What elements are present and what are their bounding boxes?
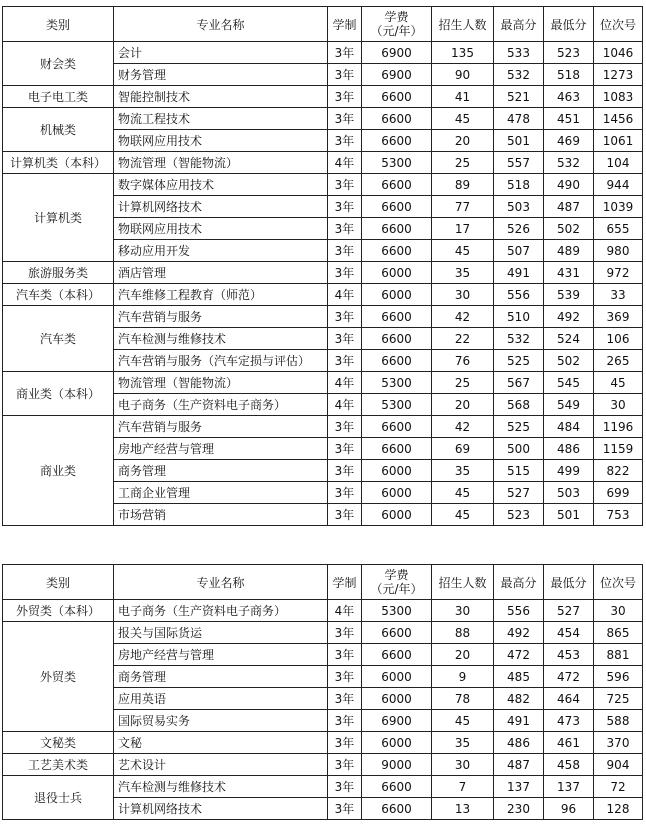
max-score-cell: 521 — [494, 86, 544, 108]
major-cell: 物流管理（智能物流） — [114, 152, 328, 174]
category-cell: 工艺美术类 — [3, 754, 114, 776]
fee-cell: 6000 — [362, 482, 432, 504]
years-cell: 3年 — [328, 732, 362, 754]
min-score-cell: 539 — [544, 284, 594, 306]
header-fee — [362, 565, 432, 600]
enroll-cell: 89 — [432, 174, 494, 196]
header-major: 专业名称 — [114, 7, 328, 42]
enroll-cell: 45 — [432, 710, 494, 732]
major-cell: 文秘 — [114, 732, 328, 754]
fee-cell: 6600 — [362, 196, 432, 218]
header-fee-line1: 学费 — [384, 568, 409, 582]
rank-cell: 1456 — [594, 108, 643, 130]
rank-cell: 1196 — [594, 416, 643, 438]
max-score-cell: 523 — [494, 504, 544, 526]
table-body-2 — [3, 565, 643, 820]
major-cell: 商务管理 — [114, 460, 328, 482]
fee-cell: 5300 — [362, 372, 432, 394]
table-row — [3, 284, 643, 306]
rank-cell: 1039 — [594, 196, 643, 218]
years-cell: 3年 — [328, 460, 362, 482]
max-score-cell: 482 — [494, 688, 544, 710]
category-cell: 退役士兵 — [3, 776, 114, 820]
min-score-cell: 499 — [544, 460, 594, 482]
years-cell: 3年 — [328, 776, 362, 798]
header-min: 最低分 — [544, 7, 594, 42]
rank-cell: 588 — [594, 710, 643, 732]
rank-cell: 1273 — [594, 64, 643, 86]
min-score-cell: 532 — [544, 152, 594, 174]
fee-cell: 6600 — [362, 798, 432, 820]
major-cell: 物流管理（智能物流） — [114, 372, 328, 394]
table-row — [3, 306, 643, 328]
table-row — [3, 732, 643, 754]
years-cell: 4年 — [328, 152, 362, 174]
category-cell: 商业类（本科） — [3, 372, 114, 416]
years-cell: 3年 — [328, 86, 362, 108]
rank-cell: 128 — [594, 798, 643, 820]
max-score-cell: 557 — [494, 152, 544, 174]
header-major: 专业名称 — [114, 565, 328, 600]
rank-cell: 822 — [594, 460, 643, 482]
years-cell: 3年 — [328, 482, 362, 504]
header-years: 学制 — [328, 565, 362, 600]
years-cell: 3年 — [328, 64, 362, 86]
fee-cell: 6600 — [362, 240, 432, 262]
years-cell: 4年 — [328, 394, 362, 416]
table-row — [3, 600, 643, 622]
enroll-cell: 69 — [432, 438, 494, 460]
category-cell: 汽车类（本科） — [3, 284, 114, 306]
header-rank: 位次号 — [594, 7, 643, 42]
fee-cell: 6600 — [362, 218, 432, 240]
min-score-cell: 518 — [544, 64, 594, 86]
major-cell: 国际贸易实务 — [114, 710, 328, 732]
years-cell: 3年 — [328, 306, 362, 328]
enroll-cell: 13 — [432, 798, 494, 820]
table-row — [3, 776, 643, 798]
min-score-cell: 464 — [544, 688, 594, 710]
rank-cell: 972 — [594, 262, 643, 284]
max-score-cell: 556 — [494, 284, 544, 306]
major-cell: 电子商务（生产资料电子商务） — [114, 600, 328, 622]
major-cell: 汽车检测与维修技术 — [114, 328, 328, 350]
years-cell: 3年 — [328, 108, 362, 130]
min-score-cell: 431 — [544, 262, 594, 284]
category-cell: 旅游服务类 — [3, 262, 114, 284]
enroll-cell: 22 — [432, 328, 494, 350]
max-score-cell: 503 — [494, 196, 544, 218]
enroll-cell: 45 — [432, 108, 494, 130]
table-row — [3, 152, 643, 174]
enroll-cell: 17 — [432, 218, 494, 240]
major-cell: 艺术设计 — [114, 754, 328, 776]
years-cell: 3年 — [328, 504, 362, 526]
rank-cell: 370 — [594, 732, 643, 754]
category-cell: 文秘类 — [3, 732, 114, 754]
enroll-cell: 25 — [432, 372, 494, 394]
min-score-cell: 527 — [544, 600, 594, 622]
fee-cell: 6000 — [362, 666, 432, 688]
header-max: 最高分 — [494, 7, 544, 42]
category-cell: 外贸类 — [3, 622, 114, 732]
min-score-cell: 469 — [544, 130, 594, 152]
max-score-cell: 532 — [494, 64, 544, 86]
max-score-cell: 487 — [494, 754, 544, 776]
max-score-cell: 525 — [494, 416, 544, 438]
rank-cell: 1046 — [594, 42, 643, 64]
min-score-cell: 463 — [544, 86, 594, 108]
max-score-cell: 533 — [494, 42, 544, 64]
category-cell: 汽车类 — [3, 306, 114, 372]
header-category: 类别 — [3, 565, 114, 600]
years-cell: 3年 — [328, 328, 362, 350]
max-score-cell: 567 — [494, 372, 544, 394]
fee-cell: 6000 — [362, 284, 432, 306]
fee-cell: 6000 — [362, 262, 432, 284]
max-score-cell: 556 — [494, 600, 544, 622]
category-cell: 电子电工类 — [3, 86, 114, 108]
min-score-cell: 524 — [544, 328, 594, 350]
min-score-cell: 545 — [544, 372, 594, 394]
header-fee-line2: （元/年） — [370, 24, 423, 38]
rank-cell: 865 — [594, 622, 643, 644]
table-body-1 — [3, 7, 643, 526]
enroll-cell: 77 — [432, 196, 494, 218]
enroll-cell: 30 — [432, 284, 494, 306]
min-score-cell: 523 — [544, 42, 594, 64]
years-cell: 3年 — [328, 240, 362, 262]
min-score-cell: 501 — [544, 504, 594, 526]
header-max: 最高分 — [494, 565, 544, 600]
major-cell: 汽车营销与服务 — [114, 306, 328, 328]
enroll-cell: 45 — [432, 240, 494, 262]
fee-cell: 6000 — [362, 732, 432, 754]
years-cell: 3年 — [328, 710, 362, 732]
min-score-cell: 461 — [544, 732, 594, 754]
header-fee-line2: （元/年） — [370, 582, 423, 596]
max-score-cell: 485 — [494, 666, 544, 688]
enroll-cell: 20 — [432, 394, 494, 416]
max-score-cell: 568 — [494, 394, 544, 416]
max-score-cell: 472 — [494, 644, 544, 666]
rank-cell: 369 — [594, 306, 643, 328]
max-score-cell: 478 — [494, 108, 544, 130]
enroll-cell: 35 — [432, 460, 494, 482]
fee-cell: 6600 — [362, 776, 432, 798]
major-cell: 计算机网络技术 — [114, 196, 328, 218]
max-score-cell: 137 — [494, 776, 544, 798]
max-score-cell: 518 — [494, 174, 544, 196]
years-cell: 3年 — [328, 644, 362, 666]
table-row — [3, 42, 643, 64]
enroll-cell: 135 — [432, 42, 494, 64]
enroll-cell: 35 — [432, 732, 494, 754]
enroll-cell: 76 — [432, 350, 494, 372]
major-cell: 电子商务（生产资料电子商务） — [114, 394, 328, 416]
enroll-cell: 90 — [432, 64, 494, 86]
table-row — [3, 262, 643, 284]
category-cell: 财会类 — [3, 42, 114, 86]
years-cell: 4年 — [328, 372, 362, 394]
years-cell: 3年 — [328, 174, 362, 196]
fee-cell: 6900 — [362, 42, 432, 64]
years-cell: 3年 — [328, 622, 362, 644]
rank-cell: 881 — [594, 644, 643, 666]
major-cell: 物流工程技术 — [114, 108, 328, 130]
major-cell: 物联网应用技术 — [114, 218, 328, 240]
major-cell: 会计 — [114, 42, 328, 64]
fee-cell: 5300 — [362, 152, 432, 174]
major-cell: 商务管理 — [114, 666, 328, 688]
min-score-cell: 490 — [544, 174, 594, 196]
min-score-cell: 487 — [544, 196, 594, 218]
years-cell: 3年 — [328, 754, 362, 776]
enroll-cell: 45 — [432, 504, 494, 526]
years-cell: 3年 — [328, 218, 362, 240]
min-score-cell: 96 — [544, 798, 594, 820]
fee-cell: 6600 — [362, 130, 432, 152]
min-score-cell: 503 — [544, 482, 594, 504]
table-row — [3, 754, 643, 776]
min-score-cell: 451 — [544, 108, 594, 130]
max-score-cell: 500 — [494, 438, 544, 460]
min-score-cell: 472 — [544, 666, 594, 688]
admission-table-2 — [2, 564, 643, 820]
header-row — [3, 7, 643, 42]
fee-cell: 6000 — [362, 460, 432, 482]
fee-cell: 6600 — [362, 644, 432, 666]
major-cell: 汽车营销与服务（汽车定损与评估） — [114, 350, 328, 372]
fee-cell: 9000 — [362, 754, 432, 776]
header-category: 类别 — [3, 7, 114, 42]
min-score-cell: 454 — [544, 622, 594, 644]
years-cell: 3年 — [328, 688, 362, 710]
major-cell: 物联网应用技术 — [114, 130, 328, 152]
years-cell: 3年 — [328, 350, 362, 372]
rank-cell: 753 — [594, 504, 643, 526]
header-fee-line1: 学费 — [384, 10, 409, 24]
major-cell: 汽车检测与维修技术 — [114, 776, 328, 798]
fee-cell: 6600 — [362, 108, 432, 130]
rank-cell: 30 — [594, 394, 643, 416]
max-score-cell: 491 — [494, 710, 544, 732]
rank-cell: 596 — [594, 666, 643, 688]
major-cell: 数字媒体应用技术 — [114, 174, 328, 196]
header-min: 最低分 — [544, 565, 594, 600]
min-score-cell: 492 — [544, 306, 594, 328]
years-cell: 3年 — [328, 438, 362, 460]
fee-cell: 6600 — [362, 86, 432, 108]
min-score-cell: 502 — [544, 350, 594, 372]
enroll-cell: 25 — [432, 152, 494, 174]
rank-cell: 1083 — [594, 86, 643, 108]
fee-cell: 6600 — [362, 328, 432, 350]
header-enroll: 招生人数 — [432, 7, 494, 42]
rank-cell: 265 — [594, 350, 643, 372]
max-score-cell: 486 — [494, 732, 544, 754]
min-score-cell: 453 — [544, 644, 594, 666]
rank-cell: 72 — [594, 776, 643, 798]
category-cell: 计算机类 — [3, 174, 114, 262]
major-cell: 汽车营销与服务 — [114, 416, 328, 438]
enroll-cell: 35 — [432, 262, 494, 284]
table-row — [3, 174, 643, 196]
years-cell: 4年 — [328, 600, 362, 622]
major-cell: 工商企业管理 — [114, 482, 328, 504]
enroll-cell: 45 — [432, 482, 494, 504]
table-row — [3, 622, 643, 644]
major-cell: 应用英语 — [114, 688, 328, 710]
min-score-cell: 458 — [544, 754, 594, 776]
fee-cell: 6600 — [362, 622, 432, 644]
enroll-cell: 78 — [432, 688, 494, 710]
enroll-cell: 20 — [432, 644, 494, 666]
max-score-cell: 526 — [494, 218, 544, 240]
major-cell: 计算机网络技术 — [114, 798, 328, 820]
years-cell: 4年 — [328, 284, 362, 306]
major-cell: 酒店管理 — [114, 262, 328, 284]
header-fee — [362, 7, 432, 42]
max-score-cell: 515 — [494, 460, 544, 482]
max-score-cell: 491 — [494, 262, 544, 284]
major-cell: 智能控制技术 — [114, 86, 328, 108]
min-score-cell: 549 — [544, 394, 594, 416]
major-cell: 汽车维修工程教育（师范） — [114, 284, 328, 306]
rank-cell: 904 — [594, 754, 643, 776]
years-cell: 3年 — [328, 416, 362, 438]
table-row — [3, 372, 643, 394]
major-cell: 财务管理 — [114, 64, 328, 86]
major-cell: 房地产经营与管理 — [114, 438, 328, 460]
enroll-cell: 20 — [432, 130, 494, 152]
years-cell: 3年 — [328, 130, 362, 152]
years-cell: 3年 — [328, 798, 362, 820]
fee-cell: 6900 — [362, 64, 432, 86]
years-cell: 3年 — [328, 42, 362, 64]
fee-cell: 6600 — [362, 416, 432, 438]
enroll-cell: 41 — [432, 86, 494, 108]
header-enroll: 招生人数 — [432, 565, 494, 600]
rank-cell: 104 — [594, 152, 643, 174]
max-score-cell: 525 — [494, 350, 544, 372]
enroll-cell: 30 — [432, 600, 494, 622]
enroll-cell: 88 — [432, 622, 494, 644]
major-cell: 房地产经营与管理 — [114, 644, 328, 666]
rank-cell: 30 — [594, 600, 643, 622]
enroll-cell: 42 — [432, 416, 494, 438]
min-score-cell: 473 — [544, 710, 594, 732]
rank-cell: 45 — [594, 372, 643, 394]
fee-cell: 6900 — [362, 710, 432, 732]
major-cell: 报关与国际货运 — [114, 622, 328, 644]
category-cell: 商业类 — [3, 416, 114, 526]
years-cell: 3年 — [328, 262, 362, 284]
enroll-cell: 30 — [432, 754, 494, 776]
rank-cell: 33 — [594, 284, 643, 306]
table-row — [3, 108, 643, 130]
major-cell: 市场营销 — [114, 504, 328, 526]
fee-cell: 6600 — [362, 306, 432, 328]
max-score-cell: 510 — [494, 306, 544, 328]
enroll-cell: 42 — [432, 306, 494, 328]
max-score-cell: 507 — [494, 240, 544, 262]
max-score-cell: 527 — [494, 482, 544, 504]
max-score-cell: 532 — [494, 328, 544, 350]
admission-table-1 — [2, 6, 643, 526]
rank-cell: 1159 — [594, 438, 643, 460]
max-score-cell: 492 — [494, 622, 544, 644]
min-score-cell: 137 — [544, 776, 594, 798]
fee-cell: 6000 — [362, 504, 432, 526]
fee-cell: 6600 — [362, 174, 432, 196]
min-score-cell: 489 — [544, 240, 594, 262]
category-cell: 外贸类（本科） — [3, 600, 114, 622]
fee-cell: 5300 — [362, 600, 432, 622]
rank-cell: 944 — [594, 174, 643, 196]
max-score-cell: 501 — [494, 130, 544, 152]
table-row — [3, 416, 643, 438]
header-rank: 位次号 — [594, 565, 643, 600]
rank-cell: 725 — [594, 688, 643, 710]
rank-cell: 106 — [594, 328, 643, 350]
rank-cell: 1061 — [594, 130, 643, 152]
max-score-cell: 230 — [494, 798, 544, 820]
years-cell: 3年 — [328, 666, 362, 688]
fee-cell: 6600 — [362, 438, 432, 460]
category-cell: 计算机类（本科） — [3, 152, 114, 174]
rank-cell: 655 — [594, 218, 643, 240]
major-cell: 移动应用开发 — [114, 240, 328, 262]
header-years: 学制 — [328, 7, 362, 42]
category-cell: 机械类 — [3, 108, 114, 152]
enroll-cell: 7 — [432, 776, 494, 798]
fee-cell: 5300 — [362, 394, 432, 416]
table-row — [3, 86, 643, 108]
rank-cell: 699 — [594, 482, 643, 504]
min-score-cell: 484 — [544, 416, 594, 438]
min-score-cell: 502 — [544, 218, 594, 240]
enroll-cell: 9 — [432, 666, 494, 688]
header-row — [3, 565, 643, 600]
fee-cell: 6600 — [362, 350, 432, 372]
min-score-cell: 486 — [544, 438, 594, 460]
years-cell: 3年 — [328, 196, 362, 218]
fee-cell: 6000 — [362, 688, 432, 710]
rank-cell: 980 — [594, 240, 643, 262]
